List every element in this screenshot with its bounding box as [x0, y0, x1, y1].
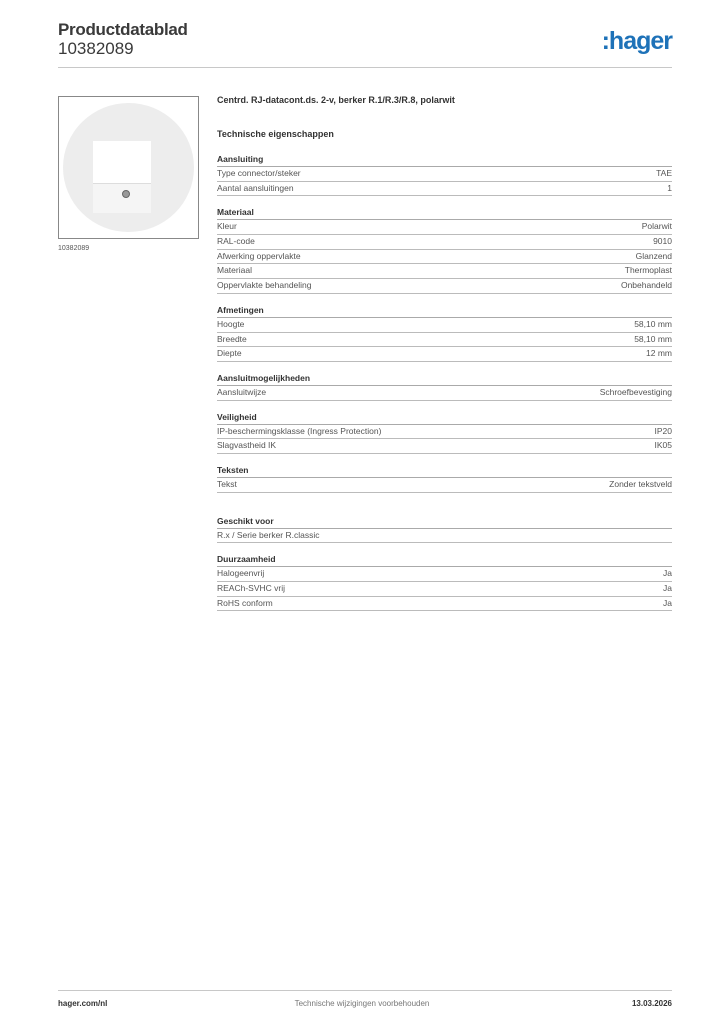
- section-heading: Duurzaamheid: [217, 553, 672, 567]
- spec-section: [217, 206, 672, 293]
- spec-label: RAL-code: [217, 236, 255, 247]
- spec-value: Thermoplast: [624, 265, 672, 276]
- header-divider: [58, 67, 672, 68]
- spec-row: [217, 279, 672, 294]
- spec-row: [217, 235, 672, 250]
- spec-value: 1: [667, 182, 672, 193]
- spec-sections: [217, 153, 672, 611]
- footer-divider: [58, 990, 672, 991]
- spec-label: RoHS conform: [217, 597, 273, 608]
- footer-date: 13.03.2026: [631, 999, 672, 1008]
- spec-value: 12 mm: [646, 348, 672, 359]
- spec-value: Ja: [663, 583, 672, 593]
- spec-row: [217, 347, 672, 362]
- spec-label: Kleur: [217, 221, 237, 232]
- spec-value: IP20: [654, 425, 672, 436]
- section-heading: Teksten: [217, 464, 672, 478]
- spec-value: IK05: [654, 440, 672, 451]
- product-code: 10382089: [58, 39, 134, 58]
- spec-label: Slagvastheid IK: [217, 440, 277, 451]
- spec-value: Ja: [663, 568, 672, 579]
- spec-label: Oppervlakte behandeling: [217, 280, 312, 291]
- product-content: [217, 95, 672, 611]
- spec-row: [217, 597, 672, 612]
- spec-label: Tekst: [217, 478, 237, 489]
- spec-section: [217, 515, 672, 544]
- spec-row: [217, 167, 672, 182]
- spec-row: [217, 250, 672, 265]
- spec-section: [217, 464, 672, 493]
- spec-row: [217, 386, 672, 401]
- spec-row: [217, 318, 672, 333]
- footer-disclaimer: Technische wijzigingen voorbehouden: [294, 999, 430, 1008]
- spec-section: [217, 411, 672, 454]
- spec-label: REACh-SVHC vrij: [217, 583, 286, 593]
- hager-logo: :hager: [601, 27, 672, 55]
- spec-row: [217, 220, 672, 235]
- spec-row: [217, 182, 672, 197]
- spec-value: Glanzend: [635, 250, 672, 261]
- spec-row: [217, 439, 672, 454]
- product-name: Centrd. RJ-datacont.ds. 2-v, berker R.1/R.3/R.8, polarwit: [217, 95, 455, 105]
- spec-value: 9010: [653, 236, 672, 247]
- spec-label: Aansluitwijze: [217, 386, 267, 397]
- spec-label: R.x / Serie berker R.classic: [217, 529, 320, 540]
- section-heading: Materiaal: [217, 206, 672, 220]
- page-title: Productdatablad: [58, 20, 188, 39]
- spec-label: Afwerking oppervlakte: [217, 250, 301, 261]
- footer-website[interactable]: hager.com/nl: [58, 999, 108, 1008]
- spec-value: Ja: [663, 597, 672, 608]
- spec-row: [217, 425, 672, 440]
- section-heading: Veiligheid: [217, 411, 672, 425]
- spec-value: Zonder tekstveld: [609, 478, 672, 489]
- spec-label: Breedte: [217, 333, 247, 344]
- spec-label: Diepte: [217, 348, 242, 359]
- spec-row: [217, 264, 672, 279]
- spec-label: Aantal aansluitingen: [217, 182, 294, 193]
- spec-value: Onbehandeld: [620, 280, 672, 291]
- spec-section: [217, 304, 672, 362]
- spec-row: [217, 478, 672, 493]
- spec-section: [217, 372, 672, 401]
- product-image: [58, 96, 199, 239]
- section-heading: Aansluitmogelijkheden: [217, 372, 672, 386]
- section-heading: Geschikt voor: [217, 515, 672, 529]
- spec-label: Halogeenvrij: [217, 568, 265, 579]
- spec-label: Materiaal: [217, 265, 252, 276]
- section-heading: Afmetingen: [217, 304, 672, 318]
- spec-label: IP-beschermingsklasse (Ingress Protection): [217, 425, 382, 436]
- tech-heading: Technische eigenschappen: [217, 129, 334, 139]
- screw-icon: [122, 190, 130, 198]
- spec-row: [217, 529, 672, 544]
- spec-label: Type connector/steker: [217, 168, 301, 178]
- spec-value: Polarwit: [641, 221, 672, 232]
- spec-row: [217, 333, 672, 348]
- image-caption: 10382089: [58, 245, 90, 252]
- spec-value: TAE: [656, 168, 672, 178]
- spec-label: Hoogte: [217, 318, 245, 329]
- spec-row: [217, 567, 672, 582]
- spec-value: Schroefbevestiging: [599, 386, 672, 397]
- section-heading: Aansluiting: [217, 153, 672, 167]
- spec-section: [217, 553, 672, 611]
- spec-value: 58,10 mm: [634, 318, 672, 329]
- spec-row: [217, 582, 672, 597]
- spec-value: 58,10 mm: [634, 333, 672, 344]
- spec-section: [217, 153, 672, 196]
